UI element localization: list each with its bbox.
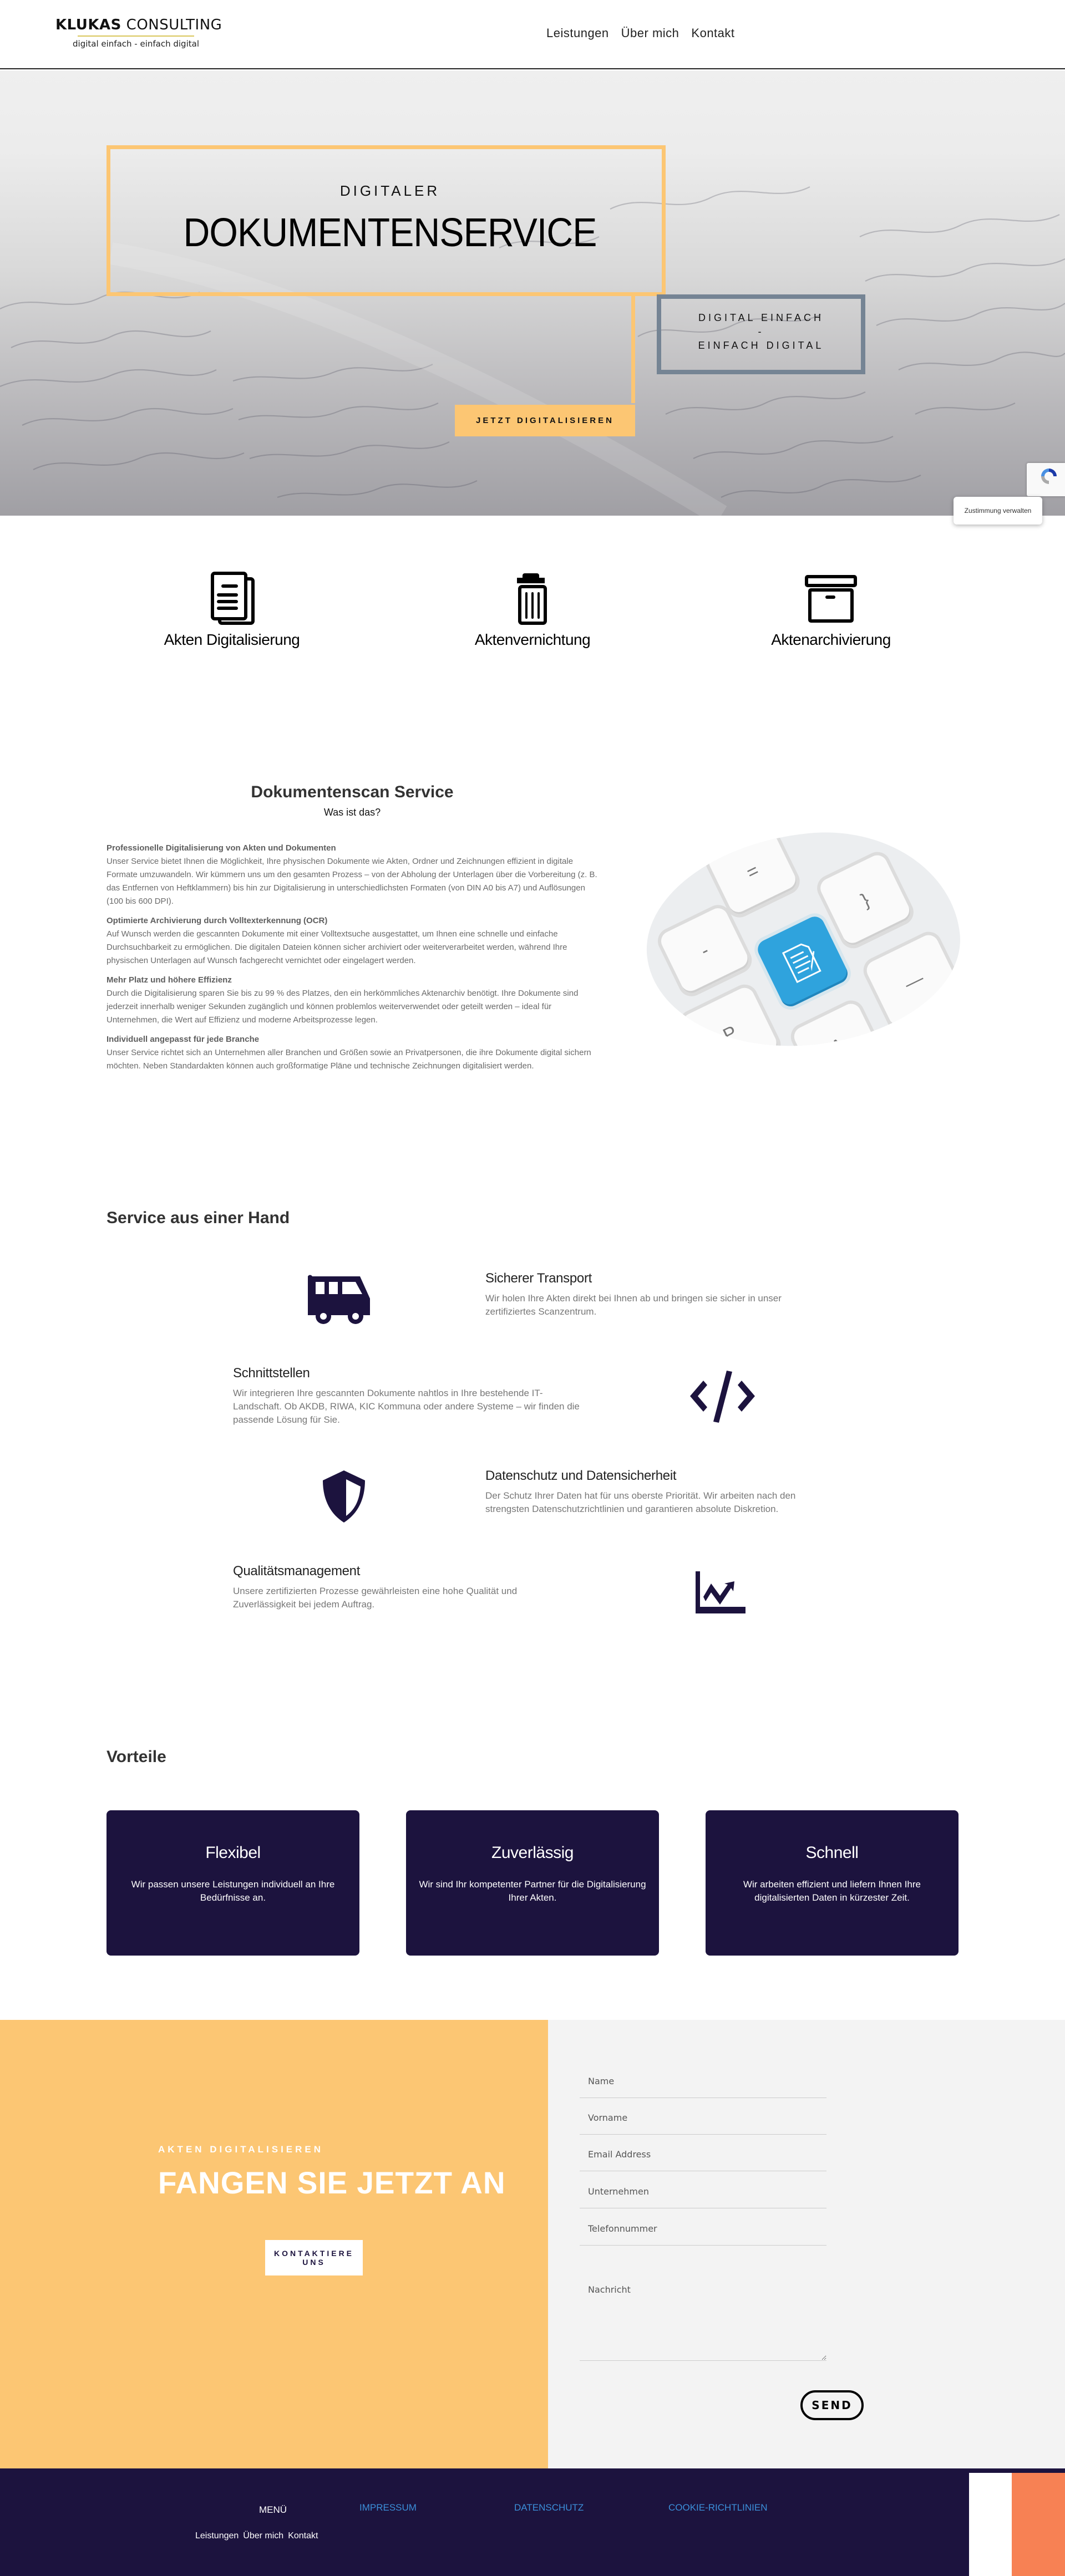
key: }: [817, 852, 914, 949]
logo-light: CONSULTING: [126, 17, 222, 33]
footer-link-leistungen[interactable]: Leistungen: [195, 2531, 239, 2541]
shield-icon: [316, 1468, 372, 1524]
hero-kicker: DIGITALER: [339, 182, 440, 199]
document-key-blue: [754, 913, 851, 1010]
logo-bold: KLUKAS: [55, 17, 121, 33]
service-item-datenschutz: [485, 1468, 829, 1516]
service-item-transport: [485, 1271, 813, 1318]
vorteil-heading: Zuverlässig: [491, 1844, 574, 1862]
vorteil-heading: Flexibel: [205, 1844, 261, 1862]
vorteil-body: Wir sind Ihr kompetenter Partner für die Digitalisierung Ihrer Akten.: [419, 1879, 646, 1903]
feature-label: Akten Digitalisierung: [164, 631, 300, 648]
key: -: [658, 905, 752, 996]
vorteil-card-schnell: [706, 1810, 958, 1956]
keyboard-document-image: [636, 819, 970, 1061]
service-body: Unsere zertifizierten Prozesse gewährleisten eine hohe Qualität und Zuverlässigkeit bei jedem Auftrag.: [233, 1586, 518, 1610]
feature-akten-digitalisierung: [143, 571, 321, 649]
motto-line-2: EINFACH DIGITAL: [698, 340, 824, 351]
recaptcha-icon: [1039, 466, 1059, 486]
service-heading: Sicherer Transport: [485, 1271, 592, 1286]
scan-section-body: Unser Service richtet sich an Unternehmen aller Branchen und Größen sowie an Privatpersonen, die ihre Dokumente digital sichern möchten. Neben Standardakten können auch großformatige Pläne und technische Zeichnungen digitalisiert werden.: [106, 1048, 591, 1071]
feature-aktenvernichtung: [444, 571, 621, 649]
footer-menu-heading: MENÜ: [259, 2504, 287, 2515]
van-icon: [308, 1274, 377, 1325]
scan-section-body: Unser Service bietet Ihnen die Möglichkeit, Ihre physischen Dokumente wie Akten, Ordner und Zeichnungen effizient in digitale Formate umzuwandeln. Wir kümmern uns um den gesamten Prozess – von der Abholung der Unterlagen über die Vorbereitung (z. B. das Entfernen von Heftklammern) bis hin zur Digitalisierung in unterschiedlichsten Formaten (von DIN A0 bis A7) und Auflösungen (100 bis 600 DPI).: [106, 857, 597, 906]
digitalize-now-button[interactable]: JETZT DIGITALISIEREN: [455, 405, 635, 436]
chart-line-icon: [693, 1570, 749, 1615]
hero-title-frame: [106, 145, 666, 296]
service-heading: Datenschutz und Datensicherheit: [485, 1468, 677, 1483]
scan-section: [106, 1033, 600, 1073]
scan-service-text: [106, 842, 600, 1079]
document-edit-icon: [777, 935, 829, 987]
footer-link-impressum[interactable]: IMPRESSUM: [359, 2502, 417, 2513]
message-field[interactable]: [580, 2273, 826, 2361]
service-heading: Schnittstellen: [233, 1366, 310, 1381]
name-field[interactable]: [580, 2065, 826, 2098]
footer-link-ueber-mich[interactable]: Über mich: [243, 2531, 284, 2541]
service-heading: Qualitätsmanagement: [233, 1564, 361, 1579]
documents-icon: [207, 571, 257, 627]
logo[interactable]: [55, 17, 222, 49]
scan-section-body: Auf Wunsch werden die gescannten Dokumente mit einer Volltextsuche ausgestattet, um Ihnen eine schnelle und einfache Durchsuchbarkeit zu ermöglichen. Die digitalen Dateien können sicher archiviert oder weiterverarbeitet werden, während Ihre physischen Unterlagen auf Wunsch fachgerecht vernichtet oder eingelagert werden.: [106, 929, 567, 965]
key: A: [791, 1000, 885, 1061]
site-header: [0, 0, 1065, 69]
contact-us-button[interactable]: KONTAKTIERE UNS: [265, 2240, 363, 2275]
keyboard-keys: [636, 819, 970, 1061]
decorative-stripe-white: [969, 2473, 1012, 2576]
scan-section: [106, 974, 600, 1027]
logo-underline: [78, 35, 194, 37]
vorteil-heading: Schnell: [805, 1844, 859, 1862]
vorname-field[interactable]: [580, 2101, 826, 2135]
footer-link-kontakt[interactable]: Kontakt: [288, 2531, 318, 2541]
features-row: [0, 571, 1065, 671]
motto-separator: -: [758, 326, 764, 337]
feature-label: Aktenarchivierung: [771, 631, 891, 648]
service-body: Wir holen Ihre Akten direkt bei Ihnen ab und bringen sie sicher in unser zertifiziertes Scanzentrum.: [485, 1293, 782, 1317]
scan-section-body: Durch die Digitalisierung sparen Sie bis zu 99 % des Platzes, den ein herkömmliches Aktenarchiv benötigt. Ihre Dokumente sind jederzeit innerhalb weniger Sekunden zugänglich und können problemlos weiterverwendet oder geteilt werden – ideal für Unternehmen, die Wert auf Effizienz und moderne Arbeitsprozesse legen.: [106, 989, 579, 1025]
recaptcha-badge[interactable]: [1027, 463, 1065, 496]
service-body: Wir integrieren Ihre gescannten Dokumente nahtlos in Ihre bestehende IT-Landschaft. Ob AKDB, RIWA, KIC Kommuna oder andere Systeme – wir finden die passende Lösung für Sie.: [233, 1388, 580, 1425]
scan-service-subtitle: Was ist das?: [323, 807, 381, 818]
scan-section-heading: Professionelle Digitalisierung von Akten und Dokumenten: [106, 843, 336, 853]
feature-aktenarchivierung: [742, 571, 920, 649]
logo-tagline: digital einfach - einfach digital: [73, 39, 199, 49]
key: —: [864, 932, 965, 1031]
service-hand-title: Service aus einer Hand: [106, 1209, 290, 1227]
key: P: [679, 985, 781, 1061]
footer-menu-links: [195, 2531, 318, 2541]
logo-wordmark: [55, 17, 222, 33]
consent-manager-button[interactable]: Zustimmung verwalten: [954, 497, 1042, 525]
vorteil-body: Wir passen unsere Leistungen individuell an Ihre Bedürfnisse an.: [131, 1879, 335, 1903]
site-footer: [0, 2468, 1065, 2576]
unternehmen-field[interactable]: [580, 2175, 826, 2208]
service-item-qualitaet: [233, 1564, 555, 1611]
main-nav: [546, 26, 735, 40]
vorteil-card-flexibel: [106, 1810, 359, 1956]
hero-motto-frame: [657, 294, 865, 374]
cta-kicker: AKTEN DIGITALISIEREN: [158, 2144, 324, 2155]
telefon-field[interactable]: [580, 2212, 826, 2246]
scan-section-heading: Mehr Platz und höhere Effizienz: [106, 975, 232, 985]
archive-box-icon: [803, 571, 859, 627]
email-field[interactable]: [580, 2138, 826, 2171]
feature-label: Aktenvernichtung: [474, 631, 591, 648]
hero-title: DOKUMENTENSERVICE: [183, 211, 597, 255]
vorteile-title: Vorteile: [106, 1748, 166, 1766]
vorteil-body: Wir arbeiten effizient und liefern Ihnen Ihre digitalisierten Daten in kürzester Zeit.: [743, 1879, 921, 1903]
motto-line-1: DIGITAL EINFACH: [698, 312, 824, 323]
decorative-stripe-orange: [1012, 2473, 1065, 2576]
nav-kontakt[interactable]: Kontakt: [691, 26, 735, 40]
cta-title: FANGEN SIE JETZT AN: [158, 2165, 506, 2200]
scan-section-heading: Optimierte Archivierung durch Volltexterkennung (OCR): [106, 916, 328, 925]
trash-icon: [508, 571, 557, 627]
scan-section: [106, 914, 600, 968]
nav-leistungen[interactable]: Leistungen: [546, 26, 609, 40]
vorteil-card-zuverlaessig: [406, 1810, 659, 1956]
key: =: [706, 826, 799, 918]
footer-link-datenschutz[interactable]: DATENSCHUTZ: [514, 2502, 584, 2513]
service-body: Der Schutz Ihrer Daten hat für uns oberste Priorität. Wir arbeiten nach den strengsten Datenschutzrichtlinien und garantieren absolute Diskretion.: [485, 1490, 796, 1514]
send-button[interactable]: SEND: [800, 2390, 864, 2420]
service-item-schnittstellen: [233, 1366, 582, 1427]
code-icon: [688, 1368, 757, 1424]
scan-section-heading: Individuell angepasst für jede Branche: [106, 1035, 260, 1044]
footer-link-cookie-richtlinien[interactable]: COOKIE-RICHTLINIEN: [668, 2502, 768, 2513]
hero-section: [0, 70, 1065, 516]
hero-frame-connector: [631, 292, 635, 403]
scan-service-title: Dokumentenscan Service: [251, 783, 454, 801]
nav-ueber-mich[interactable]: Über mich: [621, 26, 679, 40]
scan-section: [106, 842, 600, 908]
